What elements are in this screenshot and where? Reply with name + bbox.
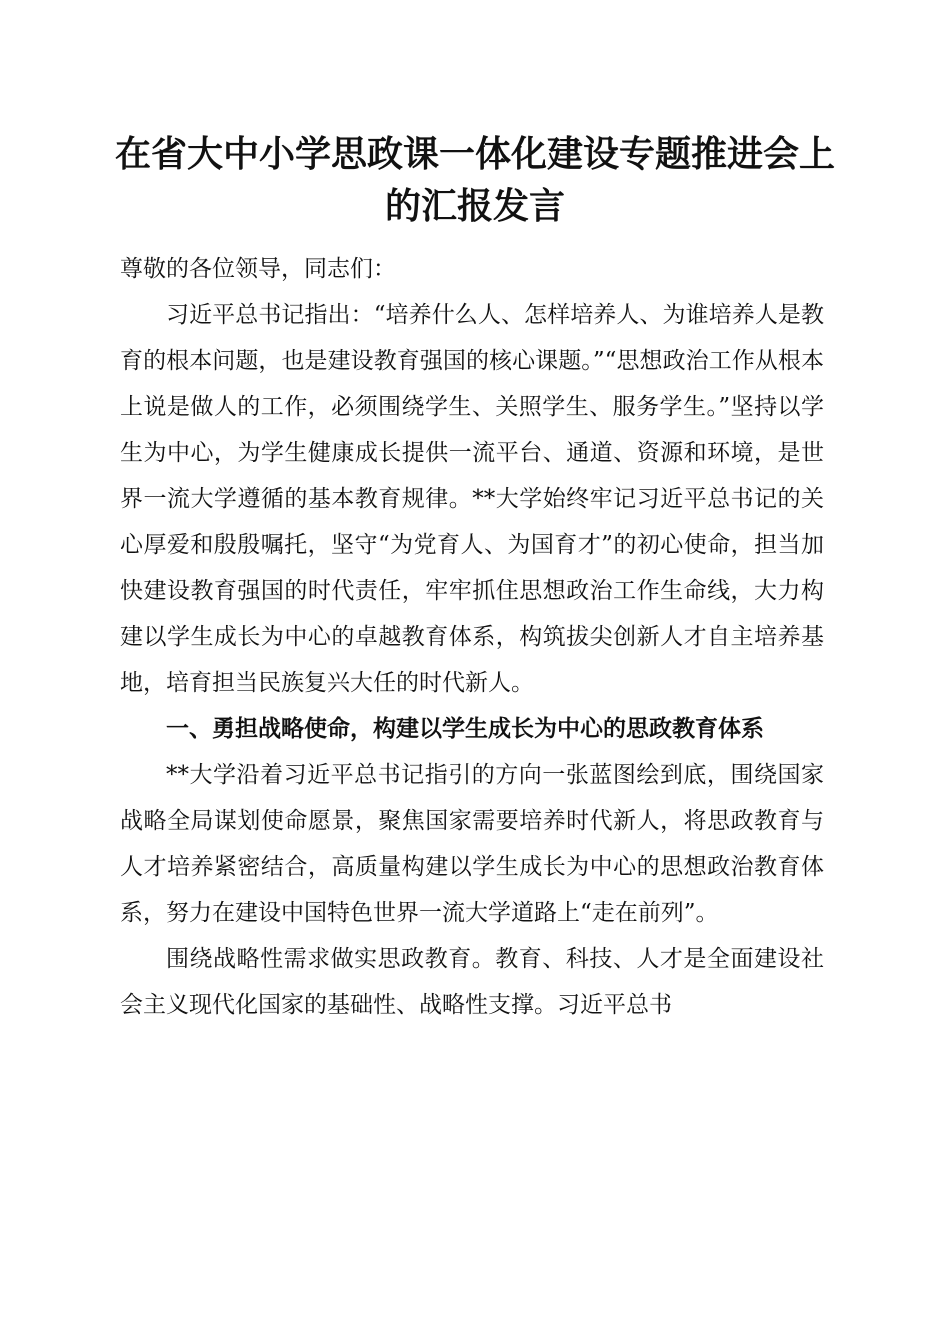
document-body <box>120 246 824 1028</box>
salutation: 尊敬的各位领导，同志们： <box>120 256 396 282</box>
intro-paragraph: 习近平总书记指出：“培养什么人、怎样培养人、为谁培养人是教育的根本问题，也是建设教育强国的核心课题。”“思想政治工作从根本上说是做人的工作，必须围绕学生、关照学生、服务学生。”坚持以学生为中心，为学生健康成长提供一流平台、通道、资源和环境，是世界一流大学遵循的基本教育规律。**大学始终牢记习近平总书记的关心厚爱和殷殷嘱托，坚守“为党育人、为国育才”的初心使命，担当加快建设教育强国的时代责任，牢牢抓住思想政治工作生命线，大力构建以学生成长为中心的卓越教育体系，构筑拔尖创新人才自主培养基地，培育担当民族复兴大任的时代新人。 <box>120 302 824 696</box>
section-paragraph-2: 围绕战略性需求做实思政教育。教育、科技、人才是全面建设社会主义现代化国家的基础性、战略性支撑。习近平总书 <box>120 946 824 1018</box>
document-title: 在省大中小学思政课一体化建设专题推进会上的汇报发言 <box>114 133 835 227</box>
section-heading: 一、勇担战略使命，构建以学生成长为中心的思政教育体系 <box>166 716 764 742</box>
section-paragraph-1: **大学沿着习近平总书记指引的方向一张蓝图绘到底，围绕国家战略全局谋划使命愿景，聚焦国家需要培养时代新人，将思政教育与人才培养紧密结合，高质量构建以学生成长为中心的思想政治教育体系，努力在建设中国特色世界一流大学道路上“走在前列”。 <box>120 762 824 926</box>
